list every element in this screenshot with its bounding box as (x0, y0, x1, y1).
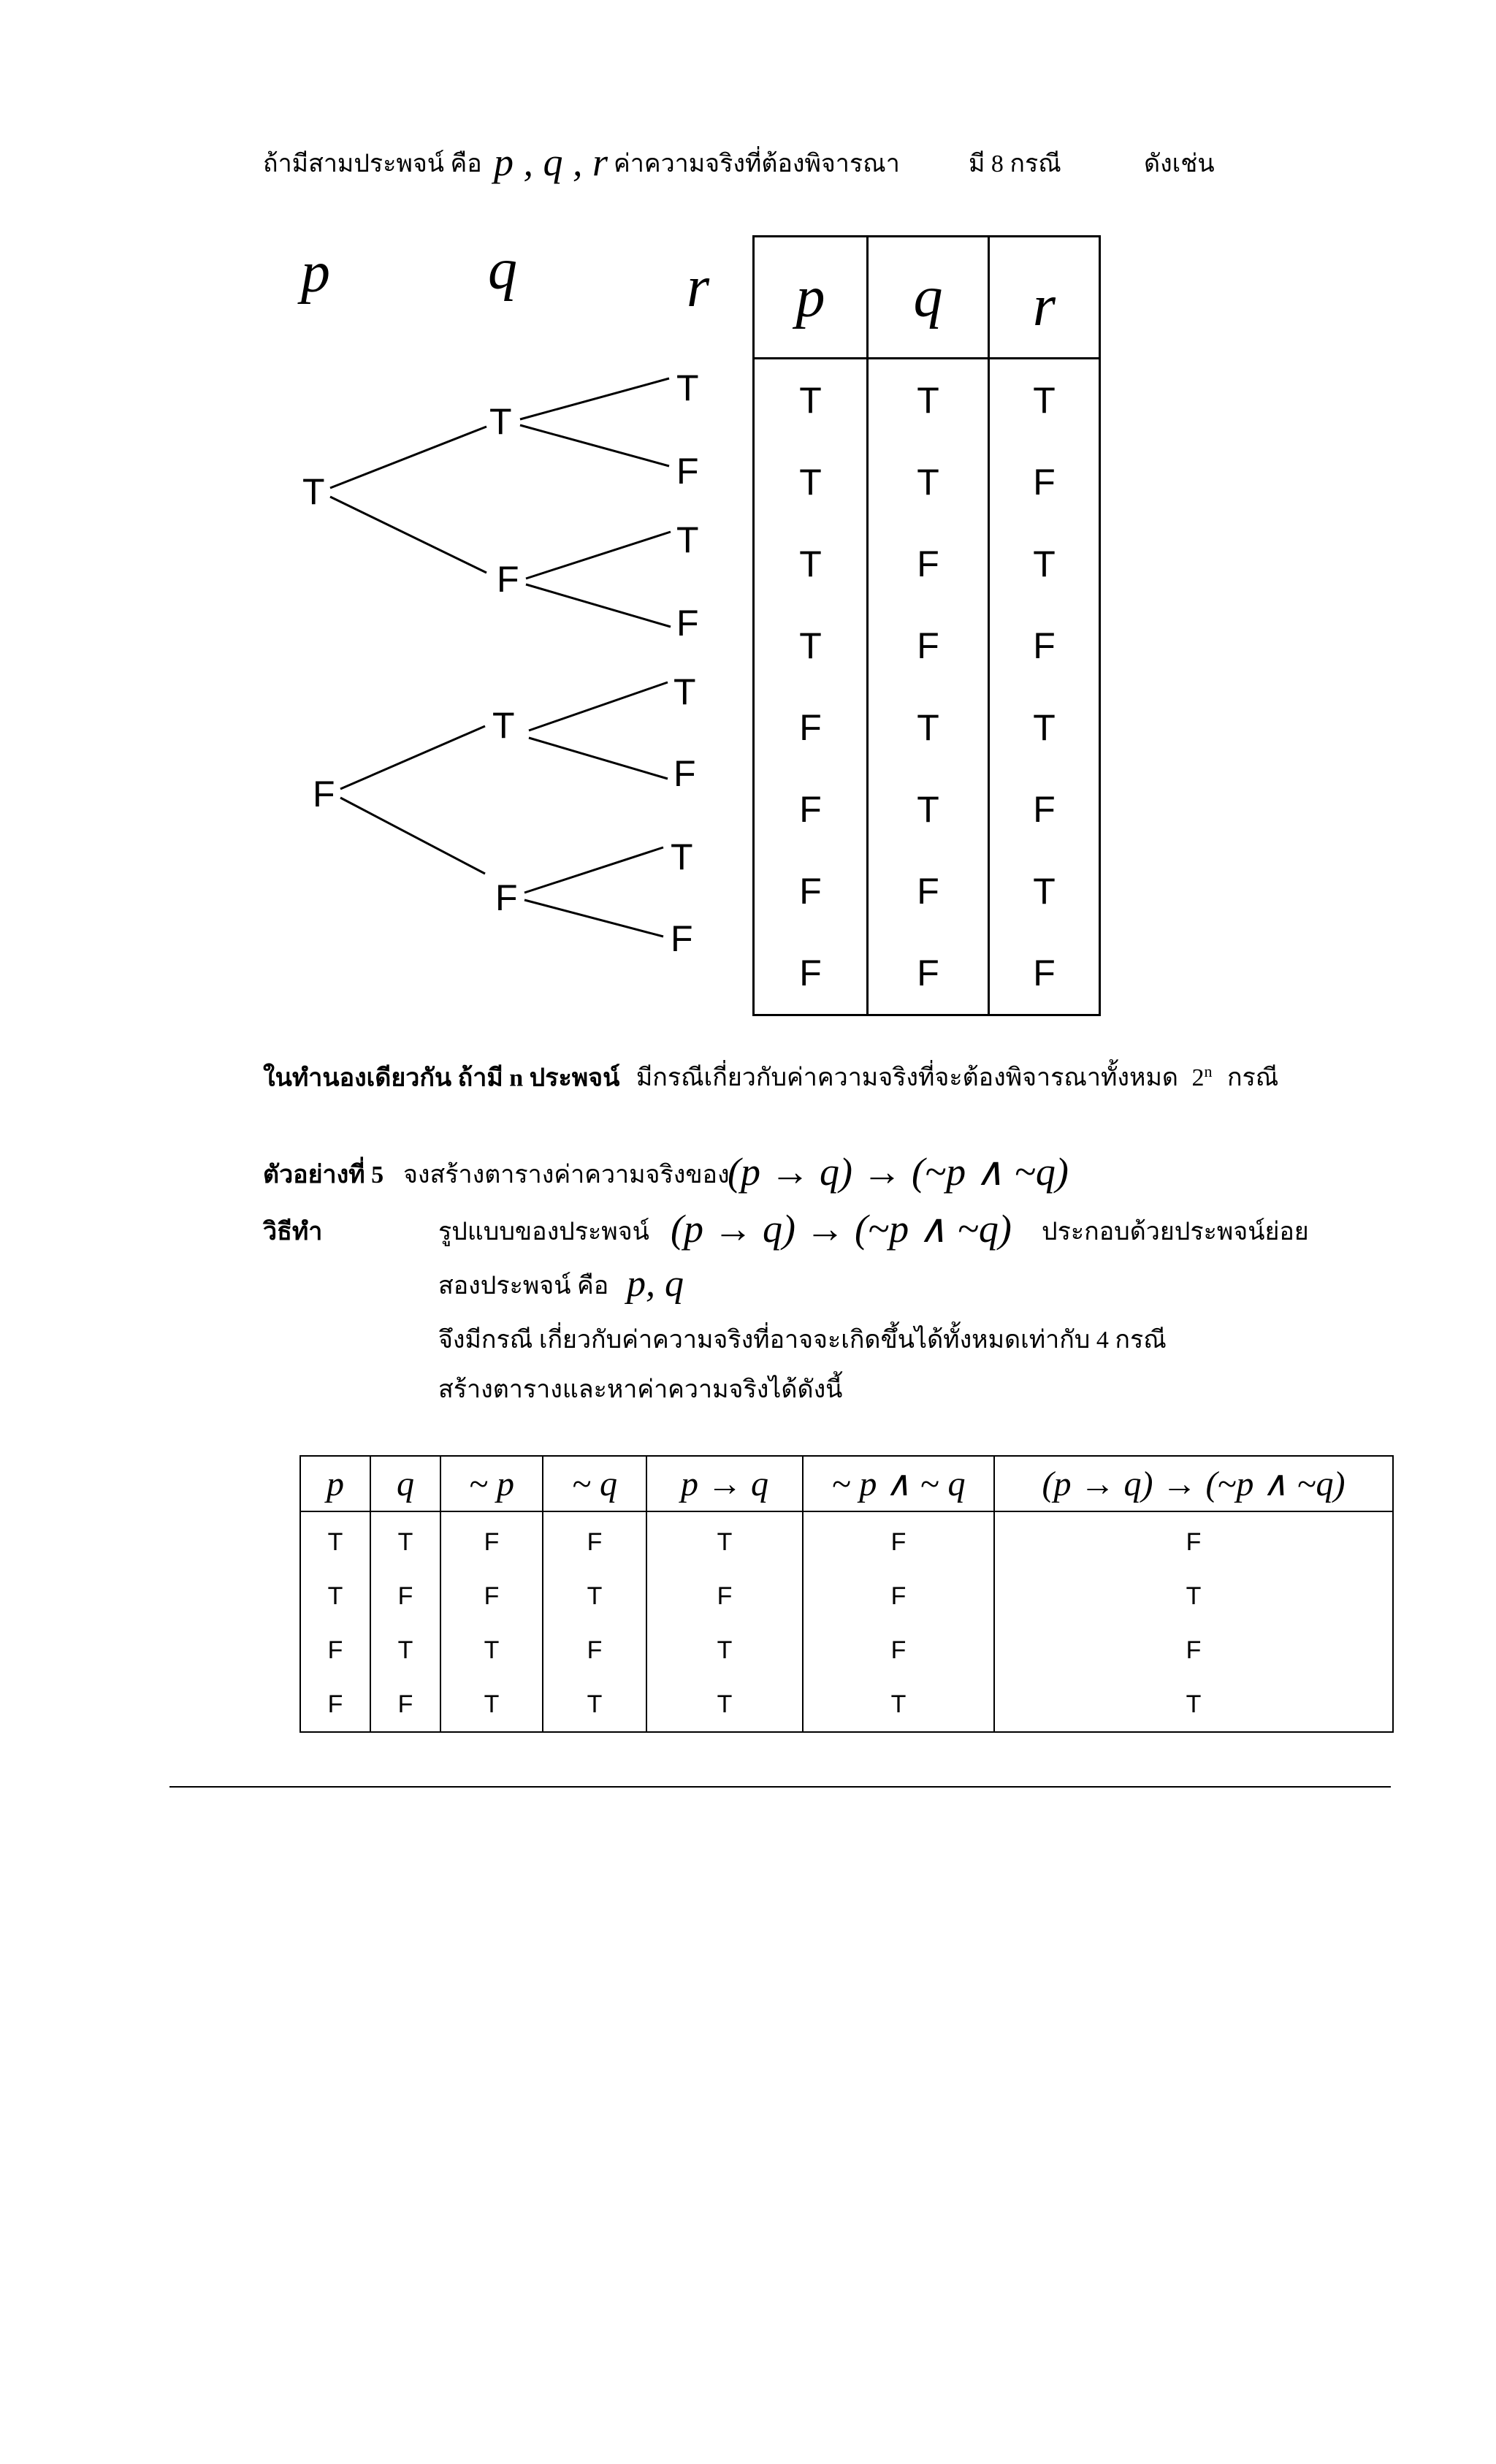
tree-node-l1-F: F (313, 774, 335, 815)
tree-header-r: r (687, 255, 710, 319)
tree-node-l2: F (495, 877, 518, 918)
table-row (754, 932, 1100, 1015)
general-rule-exponent: n (1204, 1062, 1213, 1080)
table-cell: T (300, 1511, 370, 1569)
example-label: ตัวอย่างที่ 5 (263, 1162, 384, 1189)
table-cell: T (989, 523, 1100, 605)
solution-line1-formula: (p → q) → (~p ∧ ~q) (671, 1207, 1012, 1251)
table-cell: F (803, 1569, 994, 1623)
table-row (300, 1623, 1393, 1677)
table-cell: F (989, 605, 1100, 687)
solution-line2-text: สองประพจน์ คือ (438, 1273, 609, 1300)
table-cell: T (440, 1623, 543, 1677)
table-cell: F (868, 850, 989, 932)
table-cell: F (989, 768, 1100, 850)
table-cell: F (440, 1569, 543, 1623)
table-cell: T (868, 359, 989, 442)
tree-node-l3: F (673, 753, 696, 794)
table-cell: F (646, 1569, 803, 1623)
solution-line4: สร้างตารางและหาค่าความจริงได้ดังนี้ (438, 1376, 843, 1403)
header-not-p-and-not-q: ~ p ∧ ~ q (803, 1456, 994, 1511)
tree-node-l2: F (497, 559, 519, 600)
tree-node-l3: F (671, 918, 693, 959)
example-formula: (p → q) → (~p ∧ ~q) (728, 1150, 1069, 1194)
table-row (754, 523, 1100, 605)
header-q: q (868, 237, 989, 359)
table-cell: T (370, 1511, 440, 1569)
table-cell: T (370, 1623, 440, 1677)
table-cell: F (370, 1677, 440, 1732)
table-header-row (754, 237, 1100, 359)
tree-node-l1-T: T (302, 471, 325, 512)
table-cell: F (543, 1511, 646, 1569)
table-cell: T (994, 1569, 1393, 1623)
table-row (754, 687, 1100, 768)
table-cell: T (868, 441, 989, 523)
solution-line2-vars: p, q (627, 1263, 684, 1305)
table-cell: F (754, 768, 868, 850)
table-header-row (300, 1456, 1393, 1511)
intro-vars: p , q , r (494, 140, 608, 184)
section-divider (169, 1786, 1391, 1788)
table-cell: F (754, 850, 868, 932)
table-cell: F (994, 1511, 1393, 1569)
table-cell: T (989, 359, 1100, 442)
solution-line1-after: ประกอบด้วยประพจน์ย่อย (1042, 1218, 1309, 1246)
table-cell: T (994, 1677, 1393, 1732)
table-cell: F (754, 687, 868, 768)
truth-table-three-variables (752, 235, 1101, 1016)
solution-line1-text: รูปแบบของประพจน์ (438, 1218, 649, 1246)
general-rule-text: มีกรณีเกี่ยวกับค่าความจริงที่จะต้องพิจารณาทั้งหมด (636, 1064, 1178, 1092)
table-cell: F (803, 1511, 994, 1569)
tree-header-q: q (488, 237, 517, 302)
tree-node-l3: F (676, 451, 699, 492)
intro-text-before: ถ้ามีสามประพจน์ คือ (263, 150, 482, 178)
table-cell: T (868, 687, 989, 768)
table-cell: T (543, 1677, 646, 1732)
header-full-formula: (p → q) → (~p ∧ ~q) (994, 1456, 1393, 1511)
table-row (754, 441, 1100, 523)
table-row (300, 1569, 1393, 1623)
tree-node-l3: F (676, 603, 699, 644)
table-cell: F (868, 605, 989, 687)
header-not-q: ~ q (543, 1456, 646, 1511)
table-cell: F (868, 932, 989, 1015)
intro-example: ดังเช่น (1144, 150, 1215, 178)
example-text: จงสร้างตารางค่าความจริงของ (403, 1162, 730, 1189)
table-cell: T (754, 359, 868, 442)
table-cell: T (300, 1569, 370, 1623)
header-p: p (754, 237, 868, 359)
tree-node-l3: T (671, 836, 693, 877)
table-cell: T (989, 850, 1100, 932)
table-cell: T (868, 768, 989, 850)
intro-text-after: ค่าความจริงที่ต้องพิจารณา (614, 150, 900, 178)
tree-node-l3: T (676, 519, 699, 560)
intro-count: มี 8 กรณี (969, 150, 1061, 178)
table-cell: T (646, 1623, 803, 1677)
tree-node-l2: T (492, 705, 515, 746)
tree-header-p: p (301, 240, 330, 305)
table-cell: T (989, 687, 1100, 768)
table-cell: T (803, 1677, 994, 1732)
table-cell: F (300, 1623, 370, 1677)
table-row (754, 768, 1100, 850)
general-rule-suffix: กรณี (1226, 1064, 1279, 1092)
table-row (754, 850, 1100, 932)
header-not-p: ~ p (440, 1456, 543, 1511)
general-rule-base: 2 (1191, 1064, 1205, 1092)
table-cell: F (868, 523, 989, 605)
tree-node-l3: T (673, 671, 696, 712)
tree-node-l3: T (676, 367, 699, 408)
table-cell: F (989, 441, 1100, 523)
table-cell: T (754, 441, 868, 523)
table-cell: F (543, 1623, 646, 1677)
table-cell: F (803, 1623, 994, 1677)
table-cell: T (543, 1569, 646, 1623)
solution-label: วิธีทำ (263, 1218, 323, 1246)
table-row (300, 1511, 1393, 1569)
table-cell: T (646, 1677, 803, 1732)
table-cell: T (646, 1511, 803, 1569)
truth-table-example (299, 1455, 1394, 1733)
header-p: p (300, 1456, 370, 1511)
table-row (754, 359, 1100, 442)
table-cell: F (994, 1623, 1393, 1677)
table-row (300, 1677, 1393, 1732)
tree-node-l2: T (489, 401, 512, 442)
header-r: r (989, 237, 1100, 359)
solution-line3: จึงมีกรณี เกี่ยวกับค่าความจริงที่อาจจะเกิดขึ้นได้ทั้งหมดเท่ากับ 4 กรณี (438, 1327, 1167, 1354)
header-q: q (370, 1456, 440, 1511)
general-rule-bold: ในทำนองเดียวกัน ถ้ามี n ประพจน์ (263, 1064, 620, 1092)
table-cell: F (989, 932, 1100, 1015)
table-cell: F (754, 932, 868, 1015)
table-cell: F (370, 1569, 440, 1623)
table-cell: T (440, 1677, 543, 1732)
header-p-implies-q: p → q (646, 1456, 803, 1511)
table-cell: T (754, 605, 868, 687)
general-rule (263, 1056, 1278, 1094)
table-cell: T (754, 523, 868, 605)
table-row (754, 605, 1100, 687)
table-cell: F (440, 1511, 543, 1569)
table-cell: F (300, 1677, 370, 1732)
tree-lines (0, 0, 752, 993)
